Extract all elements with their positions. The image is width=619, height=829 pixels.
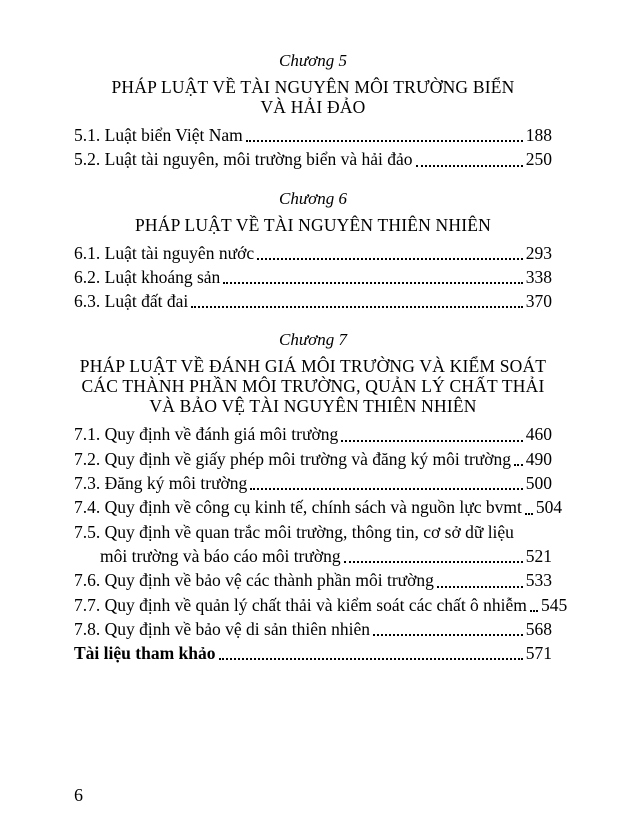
chapter-label: Chương 6: [279, 188, 347, 208]
toc-entry: [74, 471, 552, 495]
toc-entry-page: 571: [525, 643, 552, 664]
toc-entry: [74, 123, 552, 147]
toc-entry-page: 568: [525, 618, 552, 639]
toc-entry-page: 293: [525, 242, 552, 263]
dot-leader: [191, 306, 523, 308]
chapter-title: [74, 215, 552, 235]
toc-entry-label: 7.5. Quy định về quan trắc môi trường, thông tin, cơ sở dữ liệu: [74, 521, 514, 542]
toc-entry: [74, 241, 552, 265]
dot-leader: [530, 610, 538, 612]
toc-entry-label: 6.1. Luật tài nguyên nước: [74, 242, 255, 263]
chapter-entries: [74, 422, 568, 641]
toc-entry: [74, 422, 552, 446]
chapter-title: [74, 77, 552, 117]
chapter-title-line: VÀ BẢO VỆ TÀI NGUYÊN THIÊN NHIÊN: [149, 396, 477, 417]
dot-leader: [416, 165, 523, 167]
page-number: 6: [74, 785, 83, 805]
chapter-label: Chương 5: [279, 51, 347, 70]
chapter-title: [74, 356, 552, 416]
toc-entry: [74, 147, 552, 171]
toc-entry-label: 6.2. Luật khoáng sản: [74, 266, 221, 287]
toc-entry-label: 7.6. Quy định về bảo vệ các thành phần môi trường: [74, 570, 434, 591]
chapter-title-line: PHÁP LUẬT VỀ TÀI NGUYÊN THIÊN NHIÊN: [134, 214, 491, 235]
chapter-entries: [74, 241, 552, 314]
toc-entry: [74, 495, 563, 519]
toc-entry-label: Tài liệu tham khảo: [74, 643, 216, 664]
toc-entry-page: 188: [525, 125, 552, 145]
chapter-section: [74, 50, 552, 172]
toc-entry-page: 338: [525, 266, 552, 287]
toc-entry-page: 500: [525, 473, 552, 494]
dot-leader: [219, 658, 523, 660]
toc-entry-label: 7.7. Quy định về quản lý chất thải và kiểm soát các chất ô nhiễm: [74, 594, 527, 615]
toc-entry-label: 7.8. Quy định về bảo vệ di sản thiên nhiên: [74, 618, 370, 639]
toc-entry-label: 5.2. Luật tài nguyên, môi trường biển và hải đảo: [74, 149, 413, 170]
toc-entry-page: 504: [535, 497, 563, 518]
chapter-section: [74, 188, 552, 314]
dot-leader: [437, 586, 523, 588]
toc-entry-page: 545: [540, 594, 568, 615]
toc-entry-page: 460: [525, 424, 552, 445]
toc-entry-page: 533: [525, 570, 552, 591]
toc-entry-label: 7.1. Quy định về đánh giá môi trường: [74, 424, 339, 445]
toc-entry-label: 7.2. Quy định về giấy phép môi trường và đăng ký môi trường: [74, 448, 512, 469]
toc-entry: [74, 617, 552, 641]
dot-leader: [250, 488, 522, 490]
dot-leader: [223, 282, 522, 284]
toc-entry-label: 6.3. Luật đất đai: [74, 291, 189, 312]
chapter-title-line: PHÁP LUẬT VỀ ĐÁNH GIÁ MÔI TRƯỜNG VÀ KIỂM SOÁT: [79, 356, 547, 377]
toc-entry-page: 250: [525, 149, 552, 170]
toc-entry-page: 490: [525, 448, 552, 469]
table-of-contents: [74, 50, 568, 665]
toc-entry-page: 370: [525, 291, 552, 312]
toc-entry: [74, 593, 568, 617]
chapter-entries: [74, 123, 552, 172]
dot-leader: [257, 258, 523, 260]
chapter-label: Chương 7: [279, 330, 347, 350]
dot-leader: [341, 440, 523, 442]
toc-entry-label: 5.1. Luật biển Việt Nam: [74, 125, 243, 145]
toc-entry-label: môi trường và báo cáo môi trường: [100, 545, 341, 566]
dot-leader: [373, 634, 523, 636]
toc-entry-page: 521: [525, 545, 552, 566]
dot-leader: [344, 561, 523, 563]
toc-entry: [74, 289, 552, 313]
toc-entry-label: 7.3. Đăng ký môi trường: [74, 473, 248, 494]
dot-leader: [525, 513, 533, 515]
toc-entry-label: 7.4. Quy định về công cụ kinh tế, chính sách và nguồn lực bvmt: [74, 497, 522, 518]
dot-leader: [246, 140, 523, 142]
toc-entry: [74, 544, 552, 568]
chapter-title-line: VÀ HẢI ĐẢO: [260, 97, 366, 117]
chapter-section: [74, 329, 568, 641]
toc-entry: [74, 568, 552, 592]
references-entry: [74, 641, 552, 665]
toc-entry: [74, 447, 552, 471]
dot-leader: [514, 464, 523, 466]
chapter-title-line: PHÁP LUẬT VỀ TÀI NGUYÊN MÔI TRƯỜNG BIỂN: [111, 77, 515, 97]
chapter-title-line: CÁC THÀNH PHẦN MÔI TRƯỜNG, QUẢN LÝ CHẤT THẢI: [81, 376, 545, 397]
toc-entry: [74, 520, 552, 544]
toc-entry: [74, 265, 552, 289]
